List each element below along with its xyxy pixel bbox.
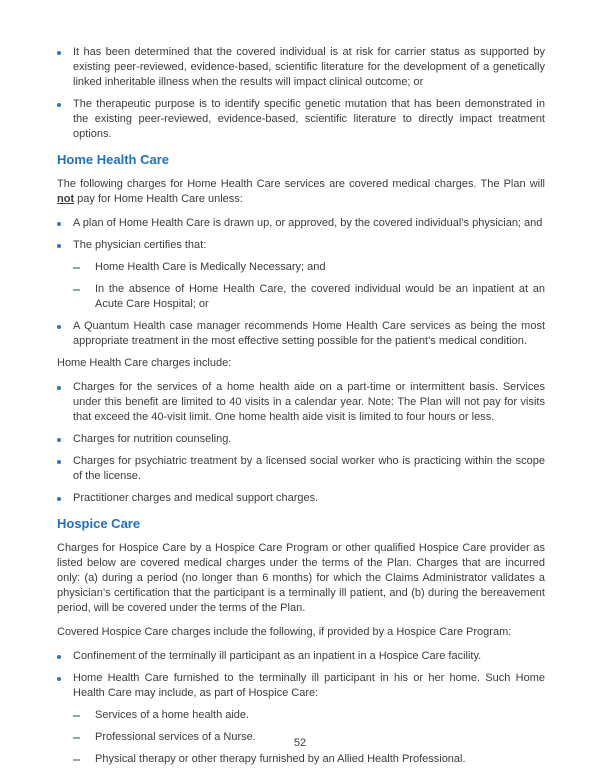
list-item-text: Services of a home health aide. [95,709,250,721]
bullet-icon [57,655,61,659]
list-item-text: Charges for nutrition counseling. [73,433,232,445]
sub-bullet-item [57,260,545,275]
bullet-icon [57,51,61,55]
page-number: 52 [293,737,307,749]
marker-cell [73,708,95,723]
bullet-item [57,380,545,425]
dash-icon [73,267,80,269]
bullet-icon [57,438,61,442]
list-item-text: Physical therapy or other therapy furnished by an Allied Health Professional. [95,753,466,765]
marker-cell [73,282,95,312]
list-item-text: A Quantum Health case manager recommends Home Health Care services as being the most appropriate treatment in the most effective setting possible for the patient’s medical condition. [73,320,545,347]
bullet-item [57,319,545,349]
list-item-text: Home Health Care is Medically Necessary; and [95,261,326,273]
marker-cell [57,97,73,142]
paragraph: Charges for Hospice Care by a Hospice Care Program or other qualified Hospice Care provider as listed below are covered medical charges under the terms of the Plan. Charges that are incurred only: (a) during a period (no longer than 6 months) for which the Claims Administrator validates a physician’s certification that the participant is a terminally ill patient, and (b) during the bereavement period, will be covered under the terms of the Plan. [57,542,545,614]
bullet-icon [57,497,61,501]
sub-bullet-item [57,752,545,767]
bullet-item [57,97,545,142]
marker-cell [57,454,73,484]
list-item-text: The therapeutic purpose is to identify specific genetic mutation that has been demonstrated in the existing peer-reviewed, evidence-based, scientific literature to directly impact treatment options. [73,98,545,140]
marker-cell [57,380,73,425]
bullet-item [57,238,545,253]
bullet-item [57,432,545,447]
list-item-text: It has been determined that the covered individual is at risk for carrier status as supported by existing peer-reviewed, evidence-based, scientific literature for the development of a genetically linked inheritable illness when the results will impact clinical outcome; or [73,46,545,88]
document-content [57,45,545,774]
emphasized-text: not [57,193,75,205]
sub-bullet-item [57,708,545,723]
bullet-icon [57,386,61,390]
marker-cell [57,238,73,253]
marker-cell [73,260,95,275]
bullet-item [57,491,545,506]
bullet-icon [57,244,61,248]
list-item-text: In the absence of Home Health Care, the covered individual would be an inpatient at an Acute Care Hospital; or [95,283,545,310]
marker-cell [73,752,95,767]
list-item-text: Practitioner charges and medical support charges. [73,492,319,504]
bullet-icon [57,460,61,464]
dash-icon [73,289,80,291]
list-item-text: Home Health Care furnished to the terminally ill participant in his or her home. Such Home Health Care may include, as part of Hospice Care: [73,672,545,699]
dash-icon [73,759,80,761]
bullet-item [57,649,545,664]
paragraph: Home Health Care charges include: [57,357,232,369]
marker-cell [57,671,73,701]
bullet-item [57,454,545,484]
list-item-text: Charges for the services of a home health aide on a part-time or intermittent basis. Services under this benefit are limited to 40 visits in a calendar year. Note: The Plan will not pay for visits that exceed the 40-visit limit. One home health aide visit is limited to four hours or less. [73,381,545,423]
text-segment: The following charges for Home Health Care services are covered medical charges. The Plan will [57,178,545,190]
bullet-item [57,216,545,231]
bullet-icon [57,677,61,681]
bullet-icon [57,103,61,107]
marker-cell [57,432,73,447]
paragraph: Covered Hospice Care charges include the following, if provided by a Hospice Care Program: [57,626,512,638]
bullet-item [57,671,545,701]
marker-cell [57,319,73,349]
section-heading: Hospice Care [57,516,141,531]
dash-icon [73,715,80,717]
sub-bullet-item [57,282,545,312]
marker-cell [57,45,73,90]
marker-cell [57,491,73,506]
list-item-text: Professional services of a Nurse. [95,731,256,743]
list-item-text: The physician certifies that: [73,239,207,251]
text-segment: pay for Home Health Care unless: [74,193,243,205]
section-heading: Home Health Care [57,152,169,167]
list-item-text: A plan of Home Health Care is drawn up, or approved, by the covered individual’s physician; and [73,217,543,229]
bullet-icon [57,325,61,329]
list-item-text: Charges for psychiatric treatment by a licensed social worker who is practicing within the scope of the license. [73,455,545,482]
marker-cell [57,216,73,231]
bullet-item [57,45,545,90]
paragraph [57,177,545,207]
marker-cell [57,649,73,664]
bullet-icon [57,222,61,226]
list-item-text: Confinement of the terminally ill participant as an inpatient in a Hospice Care facility. [73,650,482,662]
